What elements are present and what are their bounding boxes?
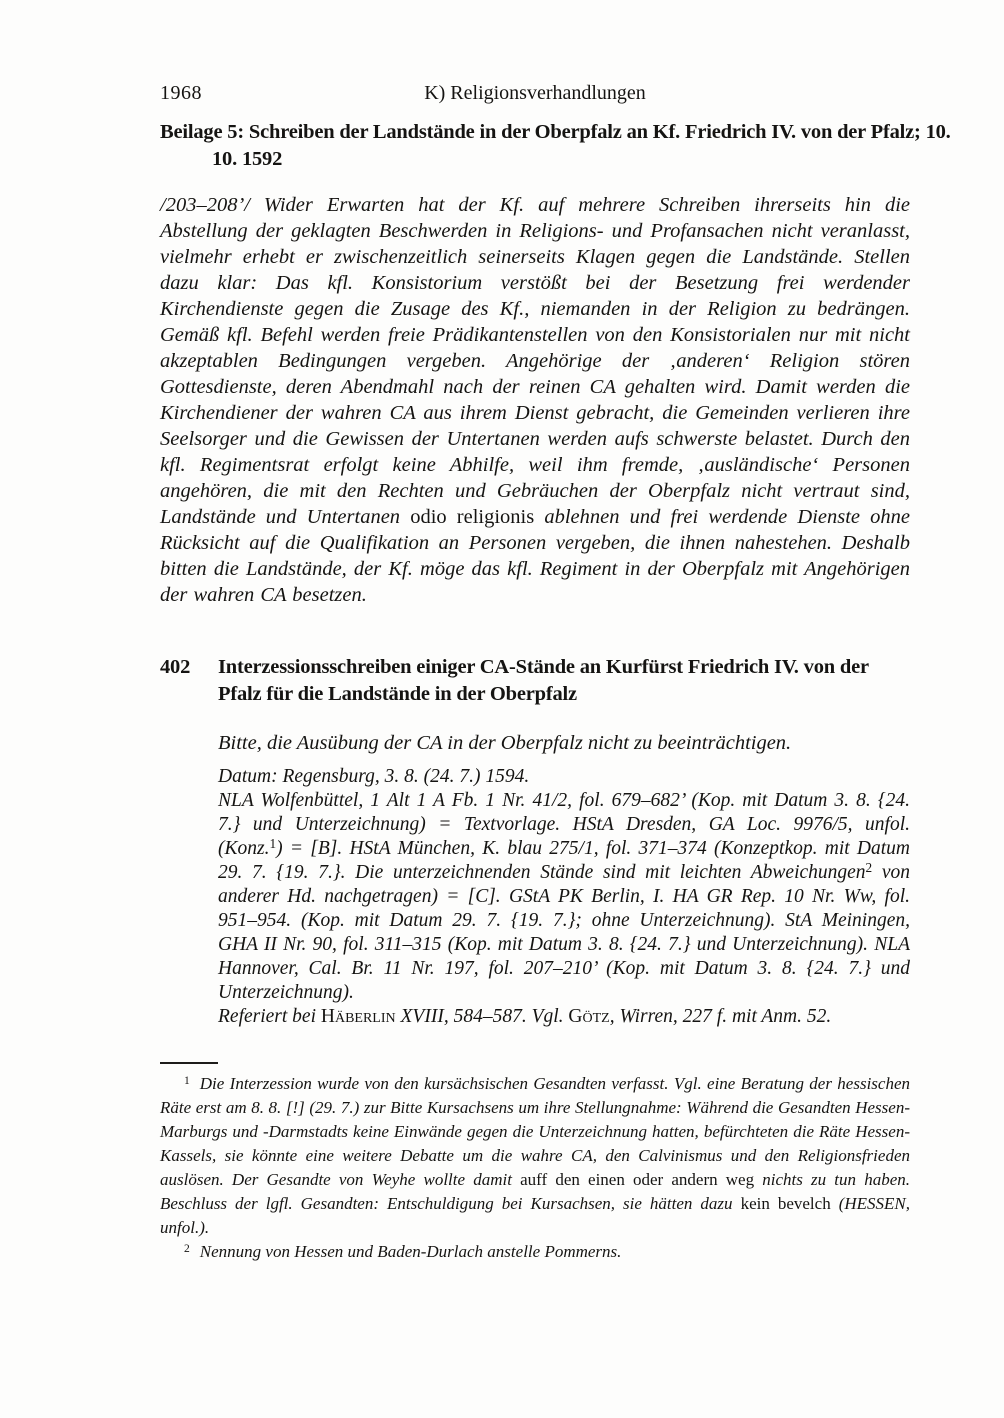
footnote-1-marker: 1 — [184, 1073, 190, 1087]
footnote-ref-1: 1 — [269, 836, 277, 852]
entry-body — [218, 730, 910, 1029]
summary-text: /203–208’/ Wider Erwarten hat der Kf. auf mehrere Schreiben ihrerseits hin die Abstellung der geklagten Beschwerden in Religions- und Profansachen nicht veranlasst, vielmehr erhebt er zwischenzeitlich seinerseits Klagen gegen die Landstände. Stellen dazu klar: Das kfl. Konsistorium verstößt bei der Besetzung frei werdender Kirchendienste gegen die Zusage des Kf., niemanden in der Religion zu bedrängen. Gemäß kfl. Befehl werden freie Prädikantenstellen von den Konsistorialen nur mit nicht akzeptablen Bedingungen vergeben. Angehörige der ‚anderen‘ Religion stören Gottesdienste, deren Abendmahl nach der reinen CA gehalten wird. Damit werden die Kirchendiener der wahren CA aus ihrem Dienst gebracht, die Gemeinden verlieren ihre Seelsorger und die Gewissen der Untertanen werden aufs schwerste belastet. Durch den kfl. Regimentsrat erfolgt keine Abhilfe, weil ihm fremde, ‚ausländische‘ Personen angehören, die mit den Rechten und Gebräuchen der Oberpfalz nicht vertraut sind, Landstände und Untertanen — [160, 194, 910, 528]
footnote-1-quote-2: kein bevelch — [740, 1194, 839, 1213]
entry-heading — [160, 654, 910, 708]
footnote-ref-2: 2 — [865, 860, 873, 876]
appendix-heading: Beilage 5: Schreiben der Landstände in der Oberpfalz an Kf. Friedrich IV. von der Pfalz; 10. 10. 1592 — [160, 121, 951, 170]
literature-author-haeberlin: Häberlin — [320, 1006, 396, 1027]
entry-regest: Bitte, die Ausübung der CA in der Oberpfalz nicht zu beeinträchtigen. — [218, 732, 792, 754]
literature-text-2: XVIII, 584–587. Vgl. — [395, 1006, 569, 1027]
running-head: K) Religionsverhandlungen — [424, 82, 646, 104]
entry-title: Interzessionsschreiben einiger CA-Stände an Kurfürst Friedrich IV. von der Pfalz für die Landstände in der Oberpfalz — [218, 656, 869, 705]
literature-text: Referiert bei — [218, 1006, 321, 1027]
literature-text-3: , Wirren, 227 f. mit Anm. 52. — [609, 1006, 832, 1027]
entry-literature — [218, 1005, 910, 1029]
footnote-1 — [160, 1072, 910, 1240]
latin-phrase: odio religionis — [410, 506, 535, 528]
entry-402 — [160, 654, 910, 1029]
entry-sources — [218, 789, 910, 1005]
footnote-1-text: Die Interzession wurde von den kursächsischen Gesandten verfasst. Vgl. eine Beratung der hessischen Räte erst am 8. 8. [!] (29. 7.) zur Bitte Kursachsens um ihre Stellungnahme: Während die Gesandten Hessen-Marburgs und -Darmstadts keine Einwände gegen die Unterzeichnung hatten, befürchteten die Räte Hessen-Kassels, sie könnte eine weitere Debatte um die wahre CA, den Calvinismus und den Religionsfrieden auslösen. Der Gesandte von Weyhe wollte damit — [160, 1074, 910, 1189]
footnote-separator-rule — [160, 1062, 218, 1064]
page-number: 1968 — [160, 82, 202, 104]
entry-number: 402 — [160, 656, 191, 678]
footnote-area — [160, 1062, 910, 1264]
sources-text-2: ) = [B]. HStA München, K. blau 275/1, fol. 371–374 (Konzeptkop. mit Datum 29. 7. {19. 7.}. Die unterzeichnenden Stände sind mit leichten Abweichungen — [218, 838, 910, 883]
footnote-1-source: (HESSEN, unfol.). — [160, 1194, 910, 1237]
footnote-2 — [160, 1240, 910, 1264]
sources-text: NLA Wolfenbüttel, 1 Alt 1 A Fb. 1 Nr. 41/2, fol. 679–682’ (Kop. mit Datum 3. 8. {24. 7.} und Unterzeichnung) = Textvorlage. HStA Dresden, GA Loc. 9976/5, unfol. (Konz. — [218, 790, 910, 859]
footnote-1-quote: auff den einen oder andern weg — [520, 1170, 763, 1189]
page-header — [160, 82, 910, 108]
summary-text-continued: ablehnen und frei werdende Dienste ohne Rücksicht auf die Qualifikation an Personen vergeben, die ihnen nahestehen. Deshalb bitten die Landstände, der Kf. möge das kfl. Regiment in der Oberpfalz mit Angehörigen der wahren CA besetzen. — [160, 506, 910, 606]
entry-datum: Datum: Regensburg, 3. 8. (24. 7.) 1594. — [218, 766, 530, 787]
footnote-2-marker: 2 — [184, 1241, 190, 1255]
literature-author-goetz: Götz — [568, 1006, 610, 1027]
footnote-1-text-2: nichts zu tun haben. Beschluss der lgfl. Gesandten: Entschuldigung bei Kursachsen, sie hätten dazu — [160, 1170, 910, 1213]
sources-text-3: von anderer Hd. nachgetragen) = [C]. GStA PK Berlin, I. HA GR Rep. 10 Nr. Ww, fol. 951–954. (Kop. mit Datum 29. 7. {19. 7.}; ohne Unterzeichnung). StA Meiningen, GHA II Nr. 90, fol. 311–315 (Kop. mit Datum 3. 8. {24. 7.} und Unterzeichnung). NLA Hannover, Cal. Br. 11 Nr. 197, fol. 207–210’ (Kop. mit Datum 3. 8. {24. 7.} und Unterzeichnung). — [218, 862, 910, 1003]
footnote-2-text: Nennung von Hessen und Baden-Durlach anstelle Pommerns. — [199, 1242, 622, 1261]
appendix-summary — [160, 192, 910, 608]
